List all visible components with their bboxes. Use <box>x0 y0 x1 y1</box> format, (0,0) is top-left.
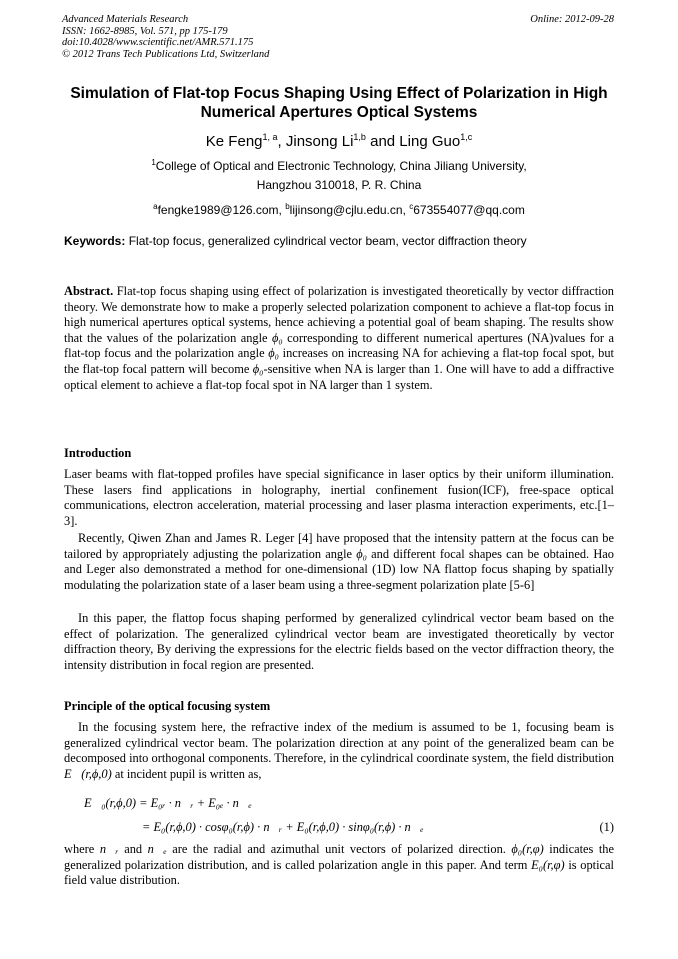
online-date: Online: 2012-09-28 <box>530 14 614 25</box>
keywords <box>64 234 624 248</box>
phi0-symbol: ϕ₀ <box>268 346 279 361</box>
equation-1-line-2: = E₀(r,ϕ,0) · cosφ₀(r,ϕ) · n⃗ᵣ + E₀(r,ϕ,0) · sinφ₀(r,ϕ) · n⃗ₑ <box>142 820 424 834</box>
introduction-paragraph-1: Laser beams with flat-topped profiles have special significance in laser optics by their uniform illumination. These lasers find applications in holography, inertial confinement fusion(ICF), free-space optical communications, electron acceleration, material processing and laser plasma interaction experiments, etc.[1–3]. <box>64 467 614 528</box>
polarization-angle-symbol: ϕ₀(r,φ) <box>511 842 544 856</box>
email-c: 673554077@qq.com <box>413 203 525 217</box>
abstract: Abstract. Flat-top focus shaping using effect of polarization is investigated theoretically by vector diffraction theory. We demonstrate how to make a properly selected polarization component to achieve a flat-top focus in high numerical apertures optical systems, hence achieving a potential goal of beam shaping. The results show that the values of the polarization angle ϕ₀ corresponding to different numerical apertures (NA)values for a flat-top focus and the polarization angle ϕ₀ increases on increasing NA for achieving a flat-top focal spot, but the flat-top focal pattern will become ϕ₀-sensitive when NA is larger than 1. One will have to add a diffractive optical element to achieve a flat-top focal spot in NA larger than 1 system. <box>64 284 614 392</box>
journal-issn: ISSN: 1662-8985, Vol. 571, pp 175-179 <box>62 25 228 37</box>
phi0-symbol: ϕ₀ <box>356 546 367 561</box>
affiliation-line-2: Hangzhou 310018, P. R. China <box>256 178 422 192</box>
author-3: and Ling Guo <box>365 133 461 150</box>
introduction-paragraph-2: Recently, Qiwen Zhan and James R. Leger [4] have proposed that the intensity pattern at the focus can be tailored by appropriately adjusting the polarization angle ϕ₀ and different focal shapes can be obtained. Hao and Leger also demonstrated a method for one-dimensional (1D) low NA flattop focus shaping by spatially modulating the polarization state of a laser beam using a three-segment polarization plate [5-6] <box>64 531 614 592</box>
journal-doi: doi:10.4028/www.scientific.net/AMR.571.175 <box>62 37 254 48</box>
affiliation-line-1: $^1$College of Optical and Electronic Technology, China Jiliang University, <box>151 158 527 173</box>
equation-1-line-1: E⃗₀(r,ϕ,0) = E₀ᵣ · n⃗ᵣ + E₀ₑ · n⃗ₑ <box>84 796 252 810</box>
author-1-sup: 1, a <box>262 132 278 142</box>
author-2-sup: 1,b <box>353 132 366 142</box>
radial-unit-vector: n⃗ᵣ <box>99 842 119 856</box>
principle-heading: Principle of the optical focusing system <box>64 699 271 713</box>
affiliation-sup: 1 <box>151 158 156 167</box>
title-line-2: Numerical Apertures Optical Systems <box>200 104 478 121</box>
author-list <box>50 128 628 151</box>
field-distribution-symbol: E⃗(r,ϕ,0) <box>64 766 112 781</box>
author-emails: $^a$fengke1989@126.com, $^b$lijinsong@cjlu.edu.cn, $^c$673554077@qq.com <box>153 202 525 217</box>
keywords-text: Flat-top focus, generalized cylindrical vector beam, vector diffraction theory <box>125 234 527 248</box>
principle-paragraph-1: In the focusing system here, the refractive index of the medium is assumed to be 1, focusing beam is generalized cylindrical vector beam. The polarization direction at any point of the generalized beam can be decomposed into orthogonal components. Therefore, in the cylindrical coordinate system, the field distribution E⃗(r,ϕ,0) at incident pupil is written as, <box>64 720 614 781</box>
author-2: , Jinsong Li <box>277 133 354 150</box>
phi0-symbol: ϕ₀ <box>272 330 283 345</box>
field-value-symbol: E₀(r,φ) <box>531 857 565 872</box>
email-b: lijinsong@cjlu.edu.cn, <box>289 203 410 217</box>
author-1: Ke Feng <box>205 133 263 150</box>
principle-paragraph-2: where n⃗ᵣ and n⃗ₑ are the radial and azimuthal unit vectors of polarized direction. ϕ₀(r,φ) indicates the generalized polarization distribution, and is called polarization angle in this paper. And term E₀(r,φ) is optical field value distribution. <box>64 842 614 888</box>
journal-copyright: © 2012 Trans Tech Publications Ltd, Switzerland <box>62 48 270 60</box>
azimuthal-unit-vector: n⃗ₑ <box>147 842 167 856</box>
journal-header <box>62 14 269 60</box>
author-3-sup: 1,c <box>460 132 473 142</box>
email-a: fengke1989@126.com, <box>157 203 286 217</box>
introduction-heading: Introduction <box>64 446 132 460</box>
title-line-1: Simulation of Flat-top Focus Shaping Using Effect of Polarization in High <box>70 85 608 102</box>
phi0-symbol: ϕ₀ <box>252 361 264 376</box>
paper-title <box>50 84 628 122</box>
introduction-paragraph-3: In this paper, the flattop focus shaping performed by generalized cylindrical vector beam based on the effect of polarization. The generalized cylindrical vector beam are investigated theoretically by vector diffraction theory, By deriving the expressions for the electric fields based on the vector diffraction theory, the intensity distribution in focal region are presented. <box>64 611 614 672</box>
equation-1-number: (1) <box>599 820 614 834</box>
abstract-label: Abstract. <box>64 284 114 298</box>
journal-name: Advanced Materials Research <box>62 14 189 25</box>
keywords-label: Keywords: <box>64 234 126 248</box>
